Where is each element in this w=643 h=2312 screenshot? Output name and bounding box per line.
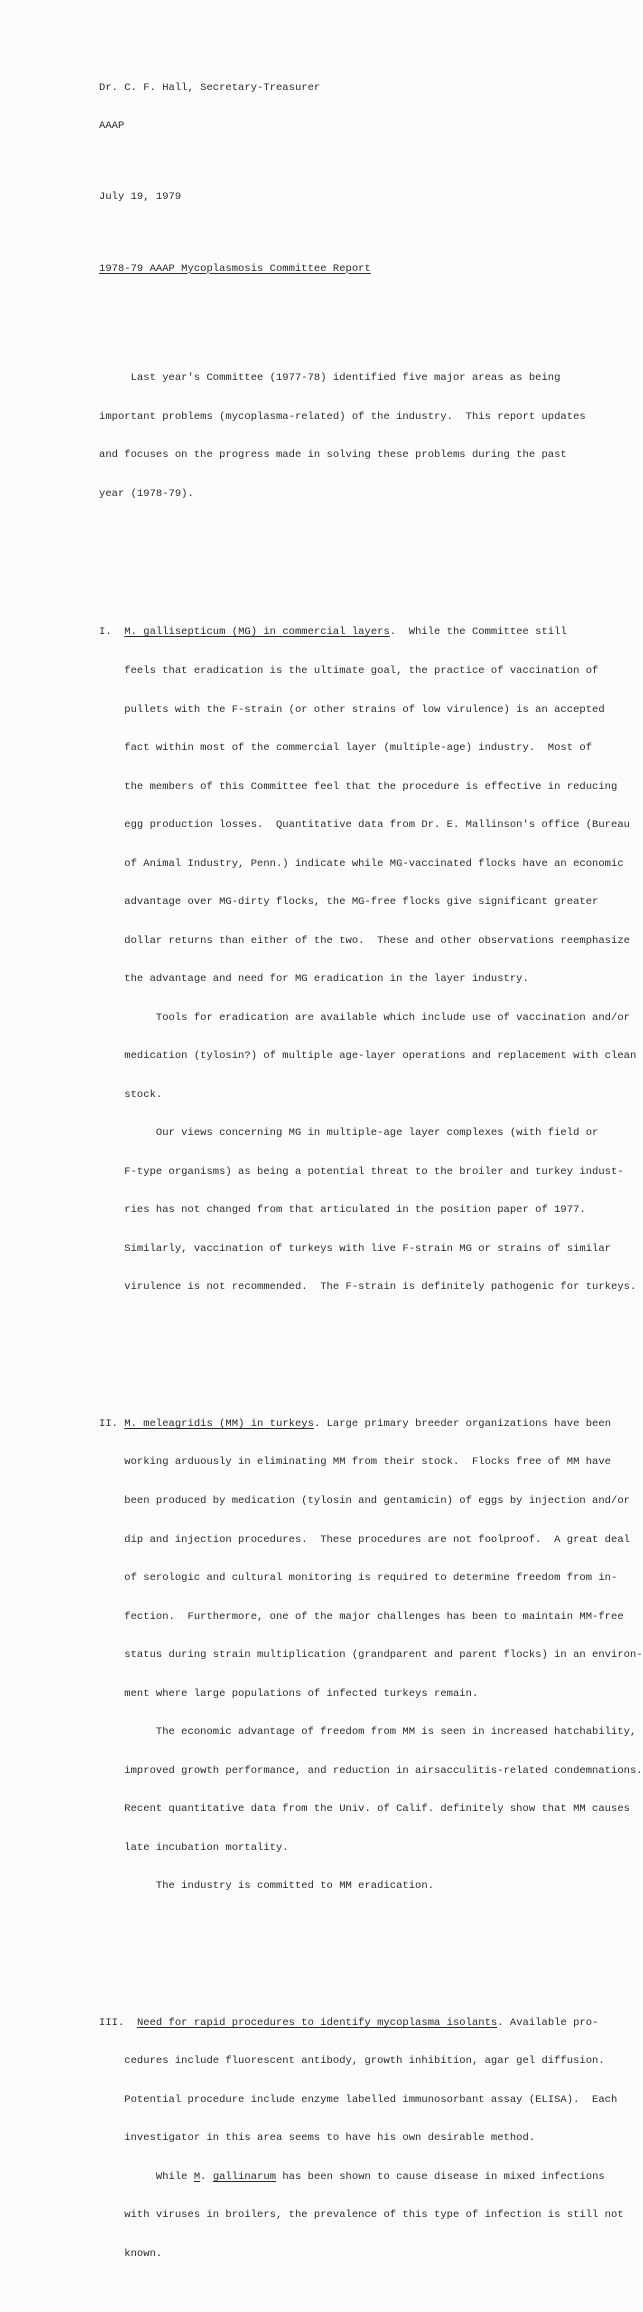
body-line: dip and injection procedures. These procedures are not foolproof. A great deal [99, 1533, 630, 1546]
body-line: Similarly, vaccination of turkeys with live F-strain MG or strains of similar [99, 1242, 612, 1255]
addressee: Dr. C. F. Hall, Secretary-Treasurer [99, 81, 321, 94]
body-line: medication (tylosin?) of multiple age-layer operations and replacement with clean [99, 1050, 637, 1063]
section-2 [99, 1392, 643, 1919]
body-line: F-type organisms) as being a potential threat to the broiler and turkey indust- [99, 1165, 624, 1178]
section-1-heading: M. gallisepticum (MG) in commercial layers [124, 626, 390, 639]
body-line: working arduously in eliminating MM from their stock. Flocks free of MM have [99, 1456, 612, 1469]
subject-title: 1978-79 AAAP Mycoplasmosis Committee Report [99, 262, 371, 275]
body-line: the members of this Committee feel that the procedure is effective in reducing [99, 780, 618, 793]
body-line: Potential procedure include enzyme labelled immunosorbant assay (ELISA). Each [99, 2093, 618, 2106]
text-fragment: has been shown to cause disease in mixed infections [276, 2170, 605, 2183]
intro-line: Last year's Committee (1977-78) identified five major areas as being [99, 372, 561, 385]
subject-line [99, 263, 643, 276]
section-number: III. [99, 2016, 137, 2029]
body-line: Our views concerning MG in multiple-age layer complexes (with field or [99, 1127, 599, 1140]
section-3-heading-line [99, 2017, 643, 2030]
species-name: gallinarum [212, 2170, 277, 2183]
section-1 [99, 601, 643, 1320]
intro-line: year (1978-79). [99, 488, 194, 500]
body-line: fact within most of the commercial layer (multiple-age) industry. Most of [99, 742, 593, 755]
intro-line: and focuses on the progress made in solving these problems during the past [99, 449, 567, 462]
section-1-heading-line [99, 626, 643, 639]
body-line: ment where large populations of infected turkeys remain. [99, 1687, 479, 1700]
body-line: The economic advantage of freedom from MM is seen in increased hatchability, [99, 1726, 637, 1739]
section-number: I. [99, 626, 125, 639]
body-line: improved growth performance, and reduction in airsacculitis-related condemnations. [99, 1764, 643, 1777]
organization: AAAP [99, 120, 125, 133]
genus-abbrev: M [193, 2170, 201, 2183]
body-line: known. [99, 2247, 163, 2260]
date: July 19, 1979 [99, 191, 182, 204]
body-line: advantage over MG-dirty flocks, the MG-free flocks give significant greater [99, 896, 599, 909]
section-heading-tail: . While the Committee still [389, 626, 567, 639]
body-line: egg production losses. Quantitative data from Dr. E. Mallinson's office (Bureau [99, 819, 630, 832]
letter-body [99, 56, 643, 2312]
section-2-heading: M. meleagridis (MM) in turkeys [124, 1417, 314, 1430]
text-fragment: While [99, 2170, 194, 2183]
body-line: Recent quantitative data from the Univ. of Calif. definitely show that MM causes [99, 1803, 630, 1816]
section-number: II. [99, 1417, 125, 1430]
text-fragment: . [200, 2170, 213, 2183]
body-line: virulence is not recommended. The F-strain is definitely pathogenic for turkeys. [99, 1281, 637, 1294]
body-line: status during strain multiplication (grandparent and parent flocks) in an environ- [99, 1649, 643, 1662]
body-line: been produced by medication (tylosin and gentamicin) of eggs by injection and/or [99, 1494, 630, 1507]
body-line: late incubation mortality. [99, 1841, 289, 1854]
section-3 [99, 1991, 643, 2286]
section-heading-tail: . Available pro- [497, 2016, 599, 2029]
body-line [99, 2171, 643, 2184]
body-line: investigator in this area seems to have his own desirable method. [99, 2132, 536, 2145]
intro-line: important problems (mycoplasma-related) of the industry. This report updates [99, 410, 586, 423]
body-line: Tools for eradication are available which include use of vaccination and/or [99, 1011, 630, 1024]
body-line: the advantage and need for MG eradication in the layer industry. [99, 973, 529, 986]
body-line: fection. Furthermore, one of the major challenges has been to maintain MM-free [99, 1610, 624, 1623]
body-line: ries has not changed from that articulated in the position paper of 1977. [99, 1204, 586, 1217]
body-line: The industry is committed to MM eradication. [99, 1880, 435, 1893]
body-line: of serologic and cultural monitoring is required to determine freedom from in- [99, 1572, 618, 1585]
body-line: feels that eradication is the ultimate goal, the practice of vaccination of [99, 664, 599, 677]
body-line: cedures include fluorescent antibody, growth inhibition, agar gel diffusion. [99, 2055, 605, 2068]
intro-paragraph [99, 347, 643, 527]
body-line: stock. [99, 1088, 163, 1101]
section-2-heading-line [99, 1418, 643, 1431]
body-line: of Animal Industry, Penn.) indicate while MG-vaccinated flocks have an economic [99, 857, 624, 870]
section-heading-tail: . Large primary breeder organizations have been [313, 1417, 612, 1430]
body-line: pullets with the F-strain (or other strains of low virulence) is an accepted [99, 703, 605, 716]
section-3-heading: Need for rapid procedures to identify mycoplasma isolants [136, 2016, 498, 2029]
body-line: dollar returns than either of the two. These and other observations reemphasize [99, 934, 630, 947]
body-line: with viruses in broilers, the prevalence of this type of infection is still not [99, 2209, 624, 2222]
